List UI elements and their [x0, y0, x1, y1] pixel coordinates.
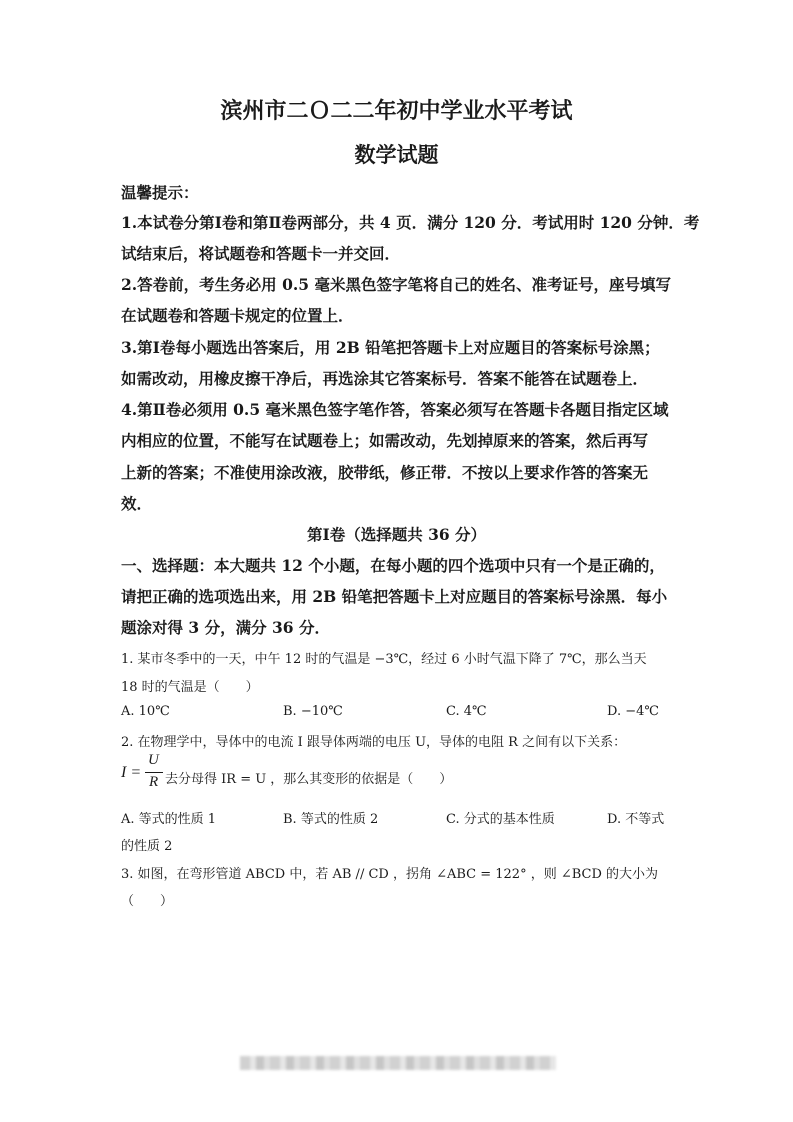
section-intro-line: 题涂对得 3 分，满分 36 分． — [121, 618, 330, 637]
formula-numerator: U — [148, 752, 159, 768]
formula-denominator: R — [149, 774, 159, 790]
tip-line: 2.答卷前，考生务必用 0.5 毫米黑色签字笔将自己的姓名、准考证号，座号填写 — [121, 275, 671, 294]
tip-line: 在试题卷和答题卡规定的位置上． — [121, 306, 354, 325]
question-3-text-cont: （ ） — [121, 894, 174, 909]
fraction-bar — [145, 772, 163, 773]
tip-line: 上新的答案；不准使用涂改液，胶带纸，修正带．不按以上要求作答的答案无 — [121, 463, 649, 482]
q2-option-c: C. 分式的基本性质 — [446, 812, 555, 827]
q1-option-a: A. 10℃ — [121, 704, 170, 719]
section-intro-line: 请把正确的选项选出来，用 2B 铅笔把答题卡上对应题目的答案标号涂黑．每小 — [121, 587, 668, 606]
formula-lhs: I = — [121, 764, 142, 781]
q1-option-b: B. −10℃ — [283, 704, 343, 719]
q2-option-b: B. 等式的性质 2 — [283, 812, 379, 827]
blurred-footer-watermark — [240, 1056, 556, 1070]
tip-line: 效． — [121, 494, 153, 513]
tip-line: 3.第Ⅰ卷每小题选出答案后，用 2B 铅笔把答题卡上对应题目的答案标号涂黑； — [121, 338, 660, 357]
section-title: 第Ⅰ卷（选择题共 36 分） — [306, 525, 487, 544]
question-3-text: 3. 如图，在弯形管道 ABCD 中，若 AB // CD ，拐角 ∠ABC = 122° ，则 ∠BCD 的大小为 — [121, 867, 659, 882]
tip-line: 1.本试卷分第Ⅰ卷和第Ⅱ卷两部分，共 4 页．满分 120 分．考试用时 120 分钟．考 — [121, 213, 700, 232]
question-2-text-cont: 去分母得 IR = U ，那么其变形的依据是（ ） — [165, 772, 453, 787]
q1-option-d: D. −4℃ — [607, 704, 659, 719]
tips-heading: 温馨提示： — [121, 183, 199, 202]
tip-line: 内相应的位置，不能写在试题卷上；如需改动，先划掉原来的答案，然后再写 — [121, 431, 649, 450]
tip-line: 如需改动，用橡皮擦干净后，再选涂其它答案标号．答案不能答在试题卷上． — [121, 369, 649, 388]
exam-title: 滨州市二Ｏ二二年初中学业水平考试 — [220, 98, 573, 124]
q2-option-d-cont: 的性质 2 — [121, 839, 173, 854]
question-2-text: 2. 在物理学中，导体中的电流 I 跟导体两端的电压 U，导体的电阻 R 之间有以下关系： — [121, 735, 627, 750]
tip-line: 试结束后，将试题卷和答题卡一并交回． — [121, 244, 401, 263]
section-intro-line: 一、选择题：本大题共 12 个小题，在每小题的四个选项中只有一个是正确的， — [121, 556, 665, 575]
q1-option-c: C. 4℃ — [446, 704, 487, 719]
question-1-text: 1. 某市冬季中的一天，中午 12 时的气温是 −3℃，经过 6 小时气温下降了 7℃，那么当天 — [121, 652, 647, 667]
ohms-law-formula — [121, 752, 171, 800]
q2-option-a: A. 等式的性质 1 — [121, 812, 217, 827]
question-1-text-cont: 18 时的气温是（ ） — [121, 680, 259, 695]
tip-line: 4.第Ⅱ卷必须用 0.5 毫米黑色签字笔作答，答案必须写在答题卡各题目指定区域 — [121, 400, 669, 419]
q2-option-d: D. 不等式 — [607, 812, 665, 827]
exam-subtitle: 数学试题 — [354, 142, 439, 167]
